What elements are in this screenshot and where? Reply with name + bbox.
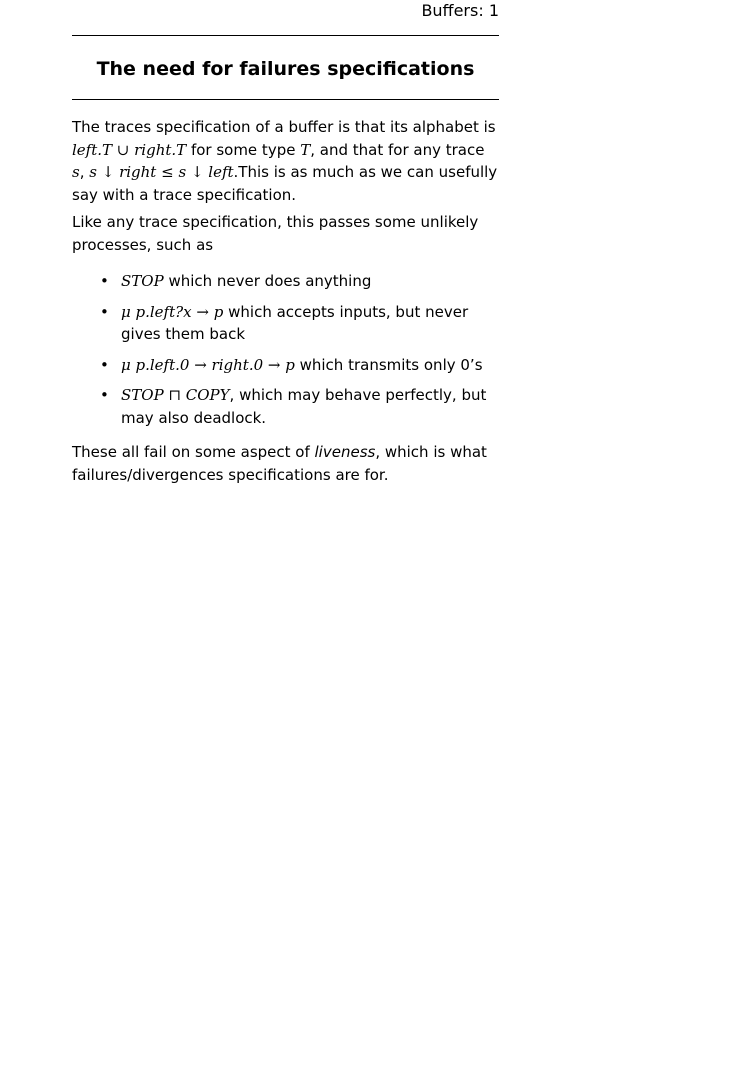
top-rule	[72, 35, 499, 36]
math-left-T: left.T	[72, 140, 113, 159]
text-span: , and that for any trace	[310, 140, 485, 159]
running-header: Buffers: 1	[421, 1, 499, 20]
text-span: The traces specification of a buffer is that its alphabet is	[72, 118, 496, 136]
bullet-icon: •	[100, 386, 109, 404]
math-stop-choice-copy: STOP ⊓ COPY	[121, 386, 230, 404]
list-item-text: which transmits only 0’s	[294, 355, 483, 374]
slide-body	[72, 116, 499, 491]
list-item	[72, 270, 499, 293]
list-item-text: which never does anything	[163, 272, 372, 290]
text-span: ,	[79, 163, 85, 181]
bullet-icon: •	[100, 355, 109, 374]
math-mu-left-input: μ p.left?x → p	[121, 302, 224, 321]
list-item	[72, 354, 499, 377]
paragraph-liveness	[72, 441, 499, 486]
paragraph-traces-spec	[72, 116, 499, 206]
math-right: right	[119, 163, 157, 181]
math-s: s	[178, 163, 187, 181]
math-left: left	[208, 163, 234, 181]
text-span: .This is as much as we can usefully say with a trace specification.	[72, 163, 498, 204]
process-list	[72, 270, 499, 429]
list-item-text: which accepts inputs, but never gives them back	[121, 302, 469, 343]
list-item	[72, 301, 499, 346]
math-mu-transmit-zero: μ p.left.0 → right.0 → p	[121, 355, 295, 374]
text-span: These all fail on some aspect of	[72, 443, 315, 461]
math-stop: STOP	[121, 272, 164, 290]
math-union: ∪	[112, 140, 135, 159]
bottom-rule	[72, 99, 499, 100]
bullet-icon: •	[100, 302, 109, 321]
emphasis-liveness: liveness	[314, 443, 376, 461]
slide-title: The need for failures specifications	[96, 58, 475, 80]
math-restrict: ↓	[96, 163, 120, 181]
list-item	[72, 384, 499, 429]
math-s: s	[89, 163, 97, 181]
math-prefix-le: ≤	[156, 163, 179, 181]
list-item-text: , which may behave perfectly, but may also deadlock.	[121, 386, 487, 427]
bullet-icon: •	[100, 272, 109, 290]
text-span: for some type	[186, 140, 301, 159]
math-s: s	[72, 163, 80, 181]
math-restrict: ↓	[186, 163, 209, 181]
math-right-T: right.T	[134, 140, 187, 159]
math-T: T	[300, 140, 311, 159]
paragraph-unlikely-processes: Like any trace specification, this passes some unlikely processes, such as	[72, 213, 479, 254]
text-span: , which is what failures/divergences specifications are for.	[72, 443, 487, 484]
